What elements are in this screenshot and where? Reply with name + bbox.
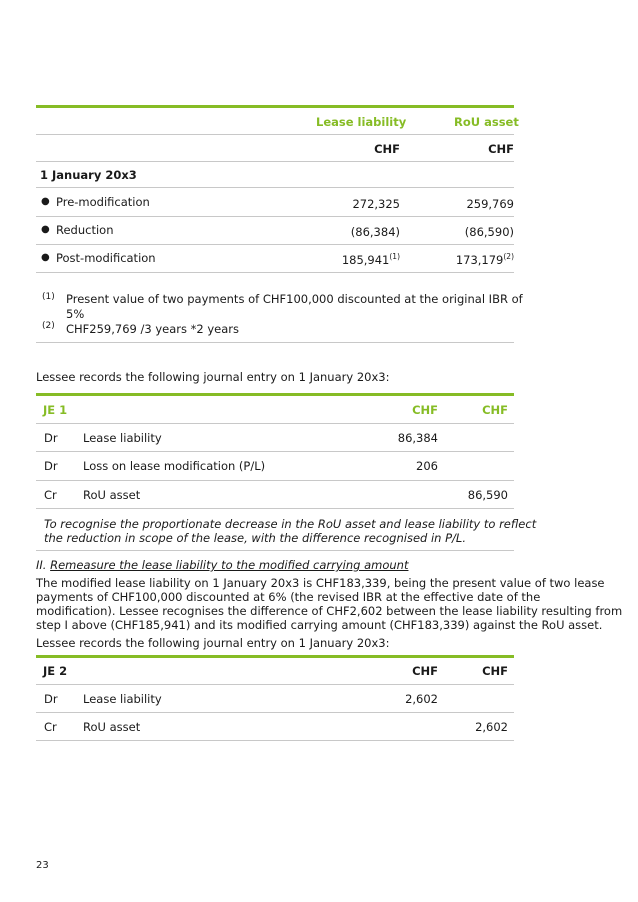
je1-title: JE 1: [43, 403, 68, 417]
section-date: 1 January 20x3: [40, 168, 137, 182]
table-top-rule: [36, 105, 514, 108]
je1-account: Lease liability: [83, 431, 162, 445]
footnote-ref: (1): [389, 252, 400, 261]
footnote-text: Present value of two payments of CHF100,000 discounted at the original IBR of: [66, 292, 523, 306]
divider: [36, 244, 514, 245]
bullet-icon: ●: [41, 196, 50, 207]
je1-debit: 86,384: [397, 431, 438, 445]
col-header-lease-liability: Lease liability: [316, 115, 407, 129]
divider: [36, 684, 514, 685]
step-heading: [36, 558, 408, 572]
row-label: Pre-modification: [56, 195, 150, 209]
divider: [36, 216, 514, 217]
je1-narrative: To recognise the proportionate decrease in the RoU asset and lease liability to reflect: [44, 517, 537, 531]
je1-credit: 86,590: [467, 488, 508, 502]
divider: [36, 423, 514, 424]
je1-narrative-cont: the reduction in scope of the lease, with the difference recognised in P/L.: [44, 531, 466, 545]
currency-rou: CHF: [488, 142, 514, 156]
je1-drcr: Dr: [44, 459, 58, 473]
body-paragraph-line: step I above (CHF185,941) and its modified carrying amount (CHF183,339) against the RoU asset.: [36, 618, 603, 632]
step-title: Remeasure the lease liability to the modified carrying amount: [50, 558, 409, 572]
row-rou-asset: 259,769: [466, 197, 514, 211]
je2-account: RoU asset: [83, 720, 141, 734]
divider: [36, 508, 514, 509]
je1-credit-currency: CHF: [482, 403, 508, 417]
je1-top-rule: [36, 393, 514, 396]
je2-credit: 2,602: [475, 720, 508, 734]
footnote-text-cont: 5%: [66, 307, 85, 321]
footnote-mark: (2): [42, 321, 55, 331]
row-lease-liability: 185,941$^{(1)}$: [341, 252, 400, 267]
je2-top-rule: [36, 655, 514, 658]
divider: [36, 161, 514, 162]
je1-debit: 206: [416, 459, 438, 473]
divider: [36, 451, 514, 452]
divider: [36, 712, 514, 713]
intro-text: Lessee records the following journal entry on 1 January 20x3:: [36, 636, 390, 650]
divider: [36, 187, 514, 188]
je1-drcr: Dr: [44, 431, 58, 445]
divider: [36, 550, 514, 551]
divider: [36, 342, 514, 343]
je2-drcr: Dr: [44, 692, 58, 706]
footnote-text: CHF259,769 /3 years *2 years: [66, 322, 240, 336]
body-paragraph-line: payments of CHF100,000 discounted at 6% (the revised IBR at the effective date of the: [36, 590, 541, 604]
row-rou-asset: 173,179$^{(2)}$: [455, 252, 514, 267]
footnote-ref: (2): [503, 252, 514, 261]
je1-debit-currency: CHF: [412, 403, 438, 417]
je2-debit: 2,602: [405, 692, 438, 706]
row-lease-liability: 272,325: [352, 197, 400, 211]
row-rou-asset: (86,590): [464, 225, 514, 239]
step-numeral: II.: [36, 558, 47, 572]
divider: [36, 740, 514, 741]
intro-text: Lessee records the following journal entry on 1 January 20x3:: [36, 370, 390, 384]
je1-account: Loss on lease modification (P/L): [83, 459, 266, 473]
je2-account: Lease liability: [83, 692, 162, 706]
currency-lease: CHF: [374, 142, 400, 156]
row-lease-liability: (86,384): [350, 225, 400, 239]
divider: [36, 272, 514, 273]
je2-title: JE 2: [43, 664, 68, 678]
bullet-icon: ●: [41, 224, 50, 235]
je2-drcr: Cr: [44, 720, 57, 734]
body-paragraph-line: The modified lease liability on 1 January 20x3 is CHF183,339, being the present value of two lease: [36, 576, 605, 590]
bullet-icon: ●: [41, 252, 50, 263]
je1-account: RoU asset: [83, 488, 141, 502]
divider: [36, 134, 514, 135]
col-header-rou-asset: RoU asset: [454, 115, 519, 129]
je2-debit-currency: CHF: [412, 664, 438, 678]
je2-credit-currency: CHF: [482, 664, 508, 678]
body-paragraph-line: modification). Lessee recognises the difference of CHF2,602 between the lease liability resulting from: [36, 604, 623, 618]
row-label: Reduction: [56, 223, 114, 237]
page-number: 23: [36, 860, 49, 871]
je1-drcr: Cr: [44, 488, 57, 502]
footnote-mark: (1): [42, 292, 55, 302]
divider: [36, 480, 514, 481]
row-label: Post-modification: [56, 251, 156, 265]
